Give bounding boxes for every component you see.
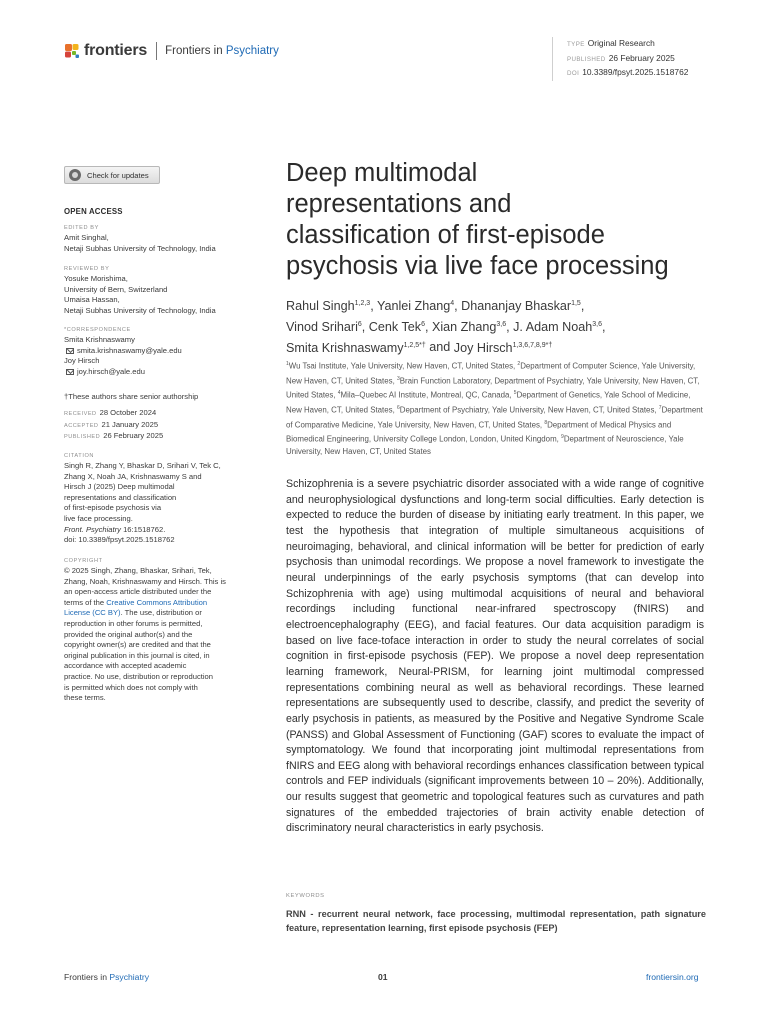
citation-section: CITATION Singh R, Zhang Y, Bhaskar D, Srihari V, Tek C, Zhang X, Noah JA, Krishnaswamy S and Hirsch J (2025) Deep multimodal representations and classification of first-episode psychosis via live face processing. Front. Psychiatry 16:1518762. doi: 10.3389/fpsyt.2025.1518762 — [64, 452, 256, 546]
copyright-section: COPYRIGHT © 2025 Singh, Zhang, Bhaskar, Srihari, Tek, Zhang, Noah, Krishnaswamy and Hirsch. This is an open-access article distributed under the terms of the Creative Commons Attribution License (CC BY). The use, distribution or reproduction in other forums is permitted, provided the original author(s) and the copyright owner(s) are credited and that the original publication in this journal is cited, in accordance with accepted academic practice. No use, distribution or reproduction is permitted which does not comply with these terms. — [64, 558, 226, 703]
meta-doi: DOI 10.3389/fpsyt.2025.1518762 — [567, 67, 689, 78]
update-icon — [69, 169, 81, 181]
cc-license-link[interactable]: Creative Commons Attribution — [106, 597, 208, 607]
reviewed-by-section: REVIEWED BY Yosuke Morishima, University of Bern, Switzerland Umaisa Hassan, Netaji Subhas University of Technology, India — [64, 265, 256, 316]
email-link[interactable]: joy.hirsch@yale.edu — [64, 367, 256, 378]
envelope-icon — [66, 348, 74, 354]
senior-authorship-note: †These authors share senior authorship — [64, 392, 199, 401]
author[interactable]: Cenk Tek$^6$ — [368, 319, 425, 334]
edited-by-section: EDITED BY Amit Singhal, Netaji Subhas University of Technology, India — [64, 224, 256, 254]
frontiers-logo-icon — [64, 43, 80, 59]
journal-prefix: Frontiers in — [165, 45, 226, 57]
author[interactable]: Yanlei Zhang$^4$ — [376, 299, 455, 314]
brand-name: frontiers — [84, 42, 148, 59]
author[interactable]: Rahul Singh$^{1,2,3}$ — [286, 299, 371, 314]
reviewer-affiliation: Netaji Subhas University of Technology, India — [64, 305, 216, 315]
abstract-text: Schizophrenia is a severe psychiatric disorder associated with a wide range of cognitive and neurophysiological dysfunctions and long-term social difficulties. Early detection is expected to reduce the burden of disease by initiating early treatment. In this paper, we test the hypothesis that integration of multiple simultaneous acquisitions of neuroimaging, behavioral, and clinical information will be better for prediction of early psychosis than unimodal recordings. We propose a novel framework to investigate the neural underpinnings of the early psychosis symptoms (that can develop into Schizophrenia with age) using multimodal acquisitions of neural and behavioral recordings including functional near-infrared spectroscopy (fNIRS) and electroencephalography (EEG), and facial features. Our data acquisition paradigm is based on live face-toface interaction in order to study the neural correlates of social cognition in first-episode psychosis (FEP). We propose a novel deep representation learning framework, Neural-PRISM, for learning joint multimodal compressed representations combining neural as well as behavioral recordings. These learned representations are subsequently used to describe, classify, and predict the severity of early psychosis in patients, as measured by the Positive and Negative Syndrome Scale (PANSS) and Global Assessment of Functioning (GAF) scores to evaluate the impact of symptomatology. We found that incorporating joint multimodal representations from fNIRS and EEG along with behavioral recordings enhances classification between typical controls and FEP individuals (significant improvements between 10 – 20%). Additionally, our results suggest that geometric and topological features such as curvatures and path signatures of the embedded trajectories of brain activity enable detection of discriminatory neural characteristics in early psychosis. — [286, 478, 704, 835]
check-for-updates-button[interactable] — [64, 166, 160, 184]
keywords-label: KEYWORDS — [286, 893, 325, 899]
editor-name: Amit Singhal, — [64, 233, 109, 242]
author[interactable]: Xian Zhang$^{3,6}$ — [431, 319, 507, 334]
reviewer-affiliation: University of Bern, Switzerland — [64, 284, 168, 294]
author[interactable]: Dhananjay Bhaskar$^{1,5}$ — [461, 299, 581, 314]
reviewer-name: Umaisa Hassan, — [64, 295, 120, 305]
check-updates-label: Check for updates — [87, 170, 149, 180]
author[interactable]: Joy Hirsch$^{1,3,6,7,8,9*\dagger}$ — [453, 340, 553, 355]
article-meta — [552, 37, 688, 81]
dates-section — [64, 408, 256, 443]
meta-published: PUBLISHED 26 February 2025 — [567, 52, 675, 63]
keywords-list: RNN - recurrent neural network, face processing, multimodal representation, path signature feature, representation learning, first episode psychosis (FEP) — [286, 909, 706, 933]
open-access-label: OPEN ACCESS — [64, 207, 123, 216]
email-link[interactable]: smita.krishnaswamy@yale.edu — [64, 346, 256, 357]
affiliations: $^1$Wu Tsai Institute, Yale University, New Haven, CT, United States, $^2$Department of Computer Science, Yale University, New Haven, CT, United States, $^3$Brain Function Laboratory, Department of Psychiatry, Yale University, New Haven, CT, United States, $^4$Mila–Quebec AI Institute, Montreal, QC, Canada, $^5$Department of Genetics, Yale School of Medicine, New Haven, CT, United States, $^6$Department of Psychiatry, Yale University, New Haven, CT, United States, $^7$Department of Comparative Medicine, Yale University, New Haven, CT, United States, $^8$Department of Medical Physics and Biomedical Engineering, University College London, London, United Kingdom, $^9$Department of Neuroscience, Yale University, New Haven, CT, United States — [286, 361, 703, 456]
page-number: 01 — [378, 972, 388, 982]
correspondence-section: *CORRESPONDENCE Smita Krishnaswamy smita.krishnaswamy@yale.edu Joy Hirsch joy.hirsch@yale.edu — [64, 326, 256, 377]
author[interactable]: J. Adam Noah$^{3,6}$ — [513, 319, 602, 334]
brand-divider — [156, 42, 157, 60]
journal-title: Psychiatry — [225, 45, 279, 57]
editor-affiliation: Netaji Subhas University of Technology, India — [64, 243, 216, 253]
correspondent-name: Joy Hirsch — [64, 356, 100, 366]
received-date: RECEIVED 28 October 2024 — [64, 408, 157, 417]
author[interactable]: Smita Krishnaswamy$^{1,2,5*\dagger}$ — [286, 340, 426, 355]
article-title: Deep multimodal representations and classification of first-episode psychosis via live face processing — [286, 159, 669, 280]
citation-doi[interactable]: doi: 10.3389/fpsyt.2025.1518762 — [64, 535, 175, 545]
footer-site-link[interactable]: frontiersin.org — [646, 972, 699, 982]
journal-name[interactable] — [165, 45, 279, 57]
frontiers-logo[interactable] — [64, 42, 279, 60]
envelope-icon — [66, 369, 74, 375]
author[interactable]: Vinod Srihari$^6$ — [286, 319, 362, 334]
reviewer-name: Yosuke Morishima, — [64, 274, 128, 283]
footer-journal[interactable]: Frontiers in Psychiatry — [64, 972, 150, 982]
correspondent-name: Smita Krishnaswamy — [64, 335, 135, 344]
cc-license-link[interactable]: License (CC BY) — [64, 608, 121, 618]
author-list: Rahul Singh$^{1,2,3}$, Yanlei Zhang$^4$, Dhananjay Bhaskar$^{1,5}$, Vinod Srihari$^6$, Cenk Tek$^6$, Xian Zhang$^{3,6}$, J. Adam Noah$^{3,6}$, Smita Krishnaswamy$^{1,2,5*\dagger}$ and Joy Hirsch$^{1,3,6,7,8,9*\dagger}$ — [286, 299, 606, 355]
published-date: PUBLISHED 26 February 2025 — [64, 431, 164, 441]
accepted-date: ACCEPTED 21 January 2025 — [64, 419, 159, 429]
meta-type: TYPE Original Research — [567, 38, 655, 48]
